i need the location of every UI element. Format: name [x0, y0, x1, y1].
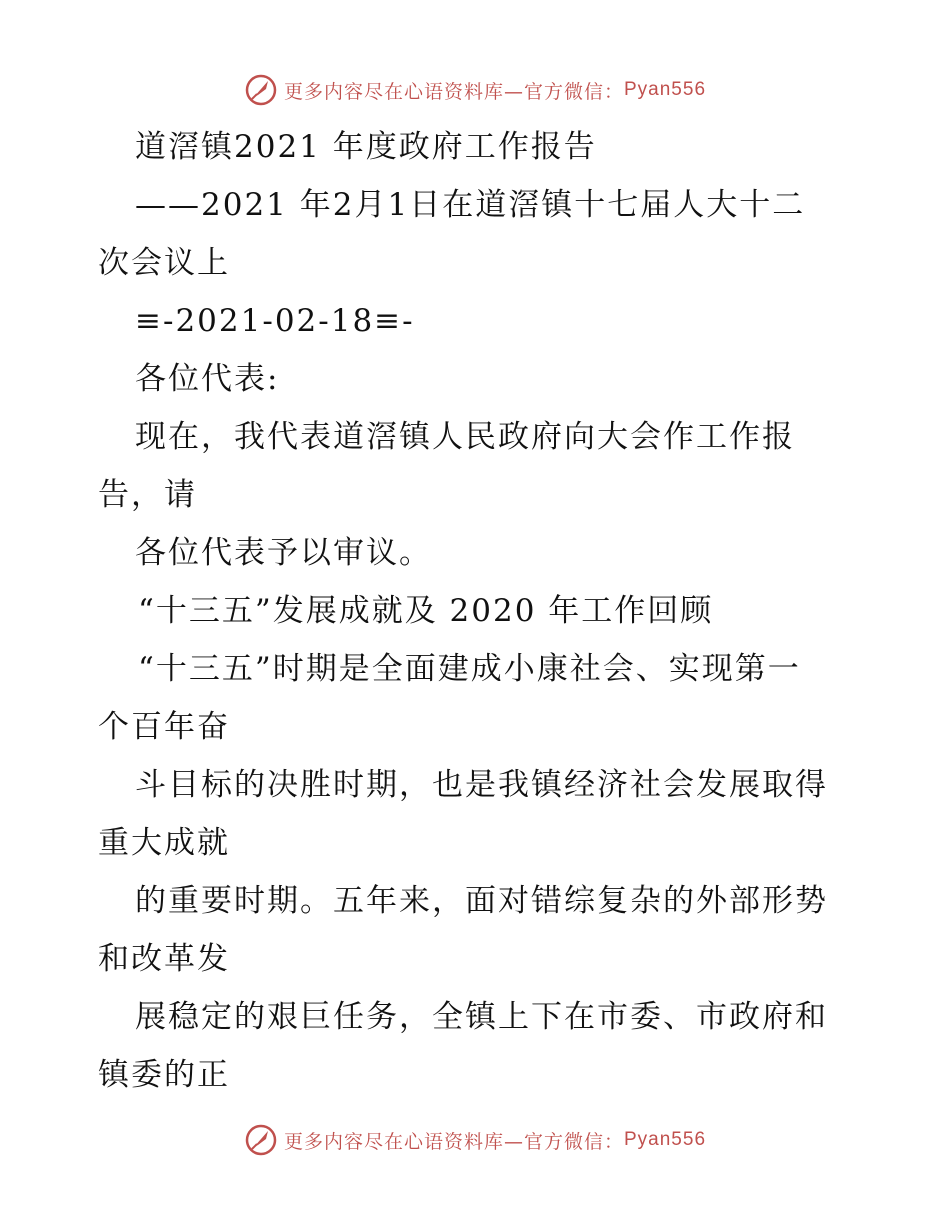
- document-date: ≡-2021-02-18≡-: [135, 303, 415, 339]
- quill-logo-icon: [244, 73, 278, 107]
- text-line: 的重要时期。五年来，面对错综复杂的外部形势: [135, 883, 828, 919]
- banner-wechat-id: Pyan556: [624, 79, 707, 100]
- quill-logo-icon: [244, 1123, 278, 1157]
- text-line: 和改革发: [98, 941, 230, 977]
- banner-text: 更多内容尽在心语资料库—官方微信：: [283, 80, 624, 103]
- text-line: 重大成就: [98, 825, 230, 861]
- text-line: 告，请: [98, 477, 197, 513]
- text-line: 个百年奋: [98, 709, 230, 745]
- document-title: 道滘镇2021 年度政府工作报告: [135, 129, 597, 165]
- text-line: “十三五”时期是全面建成小康社会、实现第一: [138, 651, 801, 687]
- section-heading: “十三五”发展成就及 2020 年工作回顾: [138, 593, 714, 629]
- text-line: 各位代表予以审议。: [135, 535, 432, 571]
- header-banner: [0, 70, 950, 110]
- text-line: 斗目标的决胜时期，也是我镇经济社会发展取得: [135, 767, 828, 803]
- text-line: 镇委的正: [98, 1057, 230, 1093]
- text-line: 展稳定的艰巨任务，全镇上下在市委、市政府和: [135, 999, 828, 1035]
- text-line: 现在，我代表道滘镇人民政府向大会作工作报: [135, 419, 795, 455]
- banner-wechat-id: Pyan556: [624, 1129, 707, 1150]
- footer-banner: [0, 1120, 950, 1160]
- banner-text: 更多内容尽在心语资料库—官方微信：: [283, 1130, 624, 1153]
- text-line: 次会议上: [98, 245, 230, 281]
- document-subtitle: ——2021 年2月1日在道滘镇十七届人大十二: [135, 187, 806, 223]
- document-body: [98, 118, 858, 1104]
- salutation: 各位代表:: [135, 361, 280, 397]
